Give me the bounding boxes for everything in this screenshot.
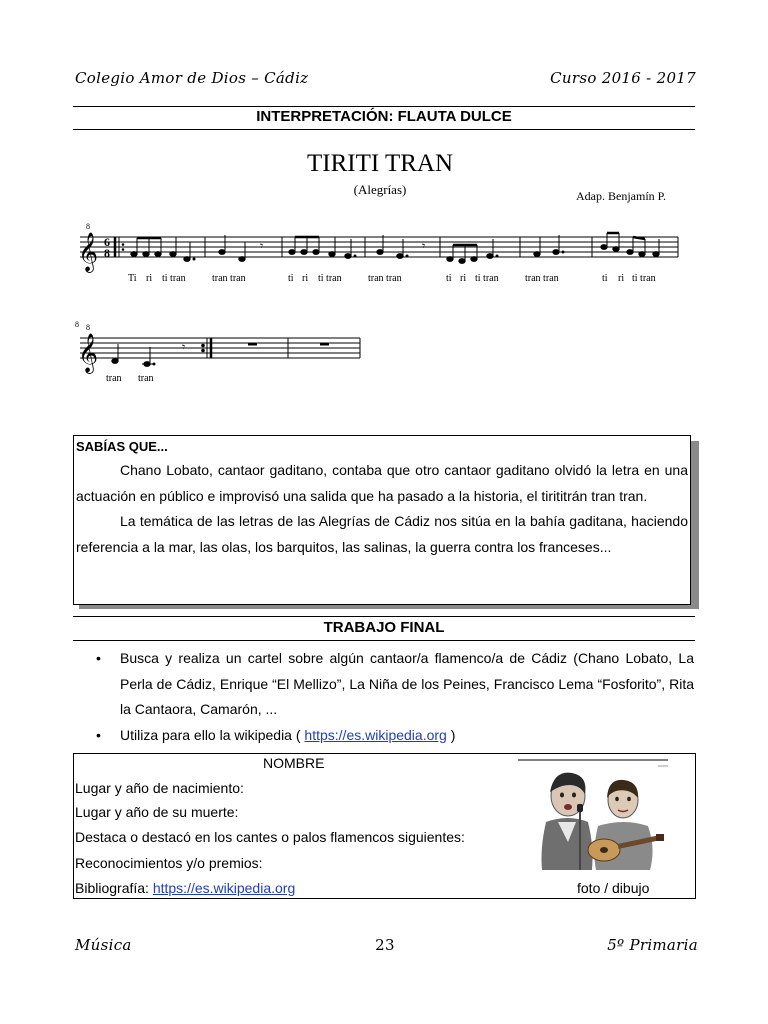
time-sig-bottom: 8 — [104, 246, 110, 260]
lyric-syllable: ti tran — [162, 273, 186, 284]
sabias-paragraph-2: La temática de las letras de las Alegrías de Cádiz nos sitúa en la bahía gaditana, haciendo referencia a la mar, las olas, los barquitos, las salinas, la guerra contra los franceses... — [76, 513, 688, 555]
score-title: TIRITI TRAN — [306, 150, 454, 177]
school-name: Colegio Amor de Dios – Cádiz — [75, 69, 309, 87]
header-rule — [73, 106, 695, 107]
singer-figure — [542, 773, 593, 870]
lyric-syllable: ri — [460, 273, 467, 284]
lyric-syllable: ti — [288, 273, 294, 284]
sabias-paragraph-1: Chano Lobato, cantaor gaditano, contaba que otro cantaor gaditano olvidó la letra en una actuación en público e improvisó una salida que ha pasado a la historia, el tirititrán tran tran. — [76, 462, 688, 504]
svg-text:𝄾: 𝄾 — [260, 239, 264, 253]
lyric-syllable: tran tran — [368, 273, 402, 284]
lyric-syllable: tran tran — [525, 273, 559, 284]
staff-2-notes — [112, 338, 360, 366]
lyric-syllable: tran — [106, 373, 122, 384]
bullet-2-prefix: Utiliza para ello la wikipedia ( — [120, 726, 301, 743]
lyric-syllable: ti tran — [318, 273, 342, 284]
trabajo-bottom-rule — [73, 640, 695, 641]
measure-1-notes — [131, 237, 195, 261]
lyric-syllable: ti — [446, 273, 452, 284]
bullet-icon: • — [96, 726, 101, 743]
lyric-syllable: ri — [146, 273, 153, 284]
footer-page-number: 23 — [375, 936, 395, 954]
lyric-syllable: Ti — [128, 273, 137, 284]
form-name-label: NOMBRE — [263, 755, 325, 771]
sabias-box — [73, 435, 691, 605]
music-score — [70, 215, 700, 395]
trabajo-title: TRABAJO FINAL — [323, 619, 445, 636]
form-awards-label: Reconocimientos y/o premios: — [75, 855, 263, 871]
sabias-title: SABÍAS QUE... — [76, 439, 168, 454]
form-death-label: Lugar y año de su muerte: — [75, 804, 239, 820]
svg-text:𝄾: 𝄾 — [182, 340, 186, 354]
bibliography-label: Bibliografía: — [75, 880, 149, 896]
clef-octave-mark-2: 8 — [86, 323, 90, 332]
photo-label: foto / dibujo — [577, 880, 650, 896]
form-bibliography — [75, 880, 295, 896]
time-sig-top: 6 — [104, 235, 110, 249]
wikipedia-link[interactable]: https://es.wikipedia.org — [304, 726, 447, 743]
course-year: Curso 2016 - 2017 — [550, 69, 696, 87]
svg-text:𝄞: 𝄞 — [78, 232, 99, 272]
lyric-syllable: ri — [302, 273, 309, 284]
measure-number-marker: 8 — [75, 320, 79, 329]
flamenco-singers-illustration — [518, 758, 668, 873]
bullet-1-text: Busca y realiza un cartel sobre algún cantaor/a flamenco/a de Cádiz (Chano Lobato, La Perla de Cádiz, Enrique “El Mellizo”, La Niña de los Peines, Francisco Lema “Fosforito”, Rita la Cantaora, Camarón, ... — [120, 650, 694, 717]
section-title: INTERPRETACIÓN: FLAUTA DULCE — [256, 108, 512, 125]
bibliography-link[interactable]: https://es.wikipedia.org — [152, 880, 296, 896]
measure-3-notes — [289, 237, 356, 258]
form-birth-label: Lugar y año de nacimiento: — [75, 780, 244, 796]
lyrics-line-2 — [106, 373, 154, 384]
score-subtitle: (Alegrías) — [353, 182, 407, 197]
footer-grade: 5º Primaria — [607, 936, 698, 954]
footer-subject: Música — [75, 936, 132, 954]
form-cantes-label: Destaca o destacó en los cantes o palos flamencos siguientes: — [75, 829, 465, 845]
svg-text:𝄞: 𝄞 — [78, 333, 99, 373]
bullet-item-2 — [96, 723, 694, 749]
measure-6-notes — [534, 235, 564, 256]
bullet-icon: • — [96, 650, 101, 666]
trabajo-top-rule — [73, 616, 695, 617]
lyric-syllable: tran — [138, 373, 154, 384]
section-title-rule — [73, 129, 695, 130]
staff-2 — [80, 338, 360, 358]
lyric-syllable: tran tran — [212, 273, 246, 284]
treble-clef-icon — [78, 232, 98, 273]
clef-octave-mark: 8 — [86, 222, 90, 231]
trabajo-bullet-list — [96, 646, 694, 748]
lyric-syllable: ri — [618, 273, 625, 284]
lyrics-line-1 — [128, 273, 656, 284]
svg-text:𝄾: 𝄾 — [422, 239, 426, 253]
lyric-syllable: ti tran — [475, 273, 499, 284]
treble-clef-icon-2 — [78, 333, 98, 374]
bullet-item-1 — [96, 646, 694, 723]
lyric-syllable: ti — [602, 273, 608, 284]
bullet-2-suffix: ) — [450, 726, 456, 743]
lyric-syllable: ti tran — [632, 273, 656, 284]
measure-5-notes — [447, 239, 498, 263]
score-arranger: Adap. Benjamín P. — [576, 189, 666, 203]
